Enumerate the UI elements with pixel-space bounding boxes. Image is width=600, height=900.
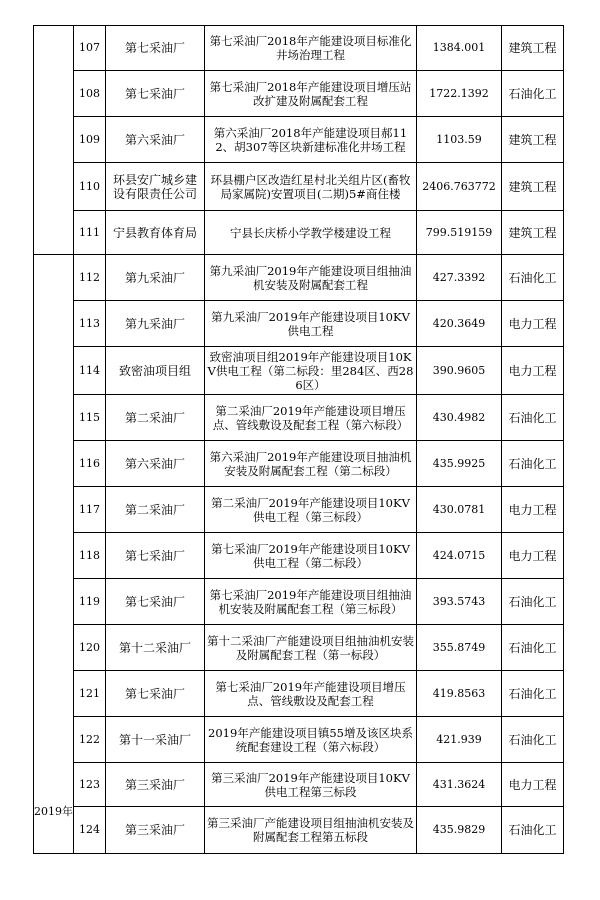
project-name: 致密油项目组2019年产能建设项目10KV供电工程（第二标段：里284区、西286区）	[205, 347, 417, 395]
category: 建筑工程	[502, 163, 564, 211]
unit-name: 第七采油厂	[106, 671, 205, 717]
amount: 431.3624	[417, 763, 502, 807]
category: 电力工程	[502, 301, 564, 347]
category: 电力工程	[502, 347, 564, 395]
row-number: 115	[74, 395, 106, 441]
project-name: 第二采油厂2019年产能建设项目10KV供电工程（第三标段）	[205, 487, 417, 533]
category: 石油化工	[502, 717, 564, 763]
unit-name: 第七采油厂	[106, 71, 205, 117]
unit-name: 第十二采油厂	[106, 625, 205, 671]
row-number: 119	[74, 579, 106, 625]
table-row	[34, 625, 564, 671]
project-name: 第六采油厂2018年产能建设项目郝112、胡307等区块新建标准化井场工程	[205, 117, 417, 163]
table-row	[34, 671, 564, 717]
category: 建筑工程	[502, 26, 564, 71]
row-number: 118	[74, 533, 106, 579]
amount: 435.9829	[417, 807, 502, 854]
category: 建筑工程	[502, 117, 564, 163]
amount: 390.9605	[417, 347, 502, 395]
row-number: 110	[74, 163, 106, 211]
amount: 2406.763772	[417, 163, 502, 211]
project-name: 第九采油厂2019年产能建设项目组抽油机安装及附属配套工程	[205, 255, 417, 301]
table-row	[34, 71, 564, 117]
category: 石油化工	[502, 255, 564, 301]
unit-name: 第七采油厂	[106, 26, 205, 71]
amount: 421.939	[417, 717, 502, 763]
amount: 430.4982	[417, 395, 502, 441]
category: 建筑工程	[502, 211, 564, 255]
project-name: 第三采油厂2019年产能建设项目10KV供电工程第三标段	[205, 763, 417, 807]
unit-name: 第六采油厂	[106, 117, 205, 163]
unit-name: 第七采油厂	[106, 533, 205, 579]
category: 电力工程	[502, 487, 564, 533]
amount: 427.3392	[417, 255, 502, 301]
project-name: 2019年产能建设项目镇55增及该区块系统配套建设工程（第六标段）	[205, 717, 417, 763]
table-row	[34, 211, 564, 255]
project-name: 第六采油厂2019年产能建设项目抽油机安装及附属配套工程（第二标段）	[205, 441, 417, 487]
amount: 1103.59	[417, 117, 502, 163]
table-row	[34, 579, 564, 625]
project-name: 宁县长庆桥小学教学楼建设工程	[205, 211, 417, 255]
project-name: 第七采油厂2019年产能建设项目组抽油机安装及附属配套工程（第三标段）	[205, 579, 417, 625]
year-cell-2018	[34, 26, 74, 255]
project-name: 第七采油厂2018年产能建设项目增压站改扩建及附属配套工程	[205, 71, 417, 117]
unit-name: 第二采油厂	[106, 395, 205, 441]
category: 石油化工	[502, 671, 564, 717]
amount: 393.5743	[417, 579, 502, 625]
amount: 355.8749	[417, 625, 502, 671]
row-number: 120	[74, 625, 106, 671]
year-cell-2019: 2019年	[34, 255, 74, 854]
project-name: 第七采油厂2018年产能建设项目标准化井场治理工程	[205, 26, 417, 71]
amount: 419.8563	[417, 671, 502, 717]
row-number: 117	[74, 487, 106, 533]
row-number: 112	[74, 255, 106, 301]
table-row	[34, 395, 564, 441]
unit-name: 第六采油厂	[106, 441, 205, 487]
project-table-body	[34, 26, 564, 854]
unit-name: 环县安广城乡建设有限责任公司	[106, 163, 205, 211]
project-name: 第七采油厂2019年产能建设项目10KV供电工程（第二标段）	[205, 533, 417, 579]
amount: 1384.001	[417, 26, 502, 71]
project-name: 第十二采油厂产能建设项目组抽油机安装及附属配套工程（第一标段）	[205, 625, 417, 671]
category: 石油化工	[502, 71, 564, 117]
row-number: 113	[74, 301, 106, 347]
amount: 1722.1392	[417, 71, 502, 117]
unit-name: 第九采油厂	[106, 255, 205, 301]
amount: 799.519159	[417, 211, 502, 255]
unit-name: 宁县教育体育局	[106, 211, 205, 255]
project-name: 第七采油厂2019年产能建设项目增压点、管线敷设及配套工程	[205, 671, 417, 717]
amount: 435.9925	[417, 441, 502, 487]
project-name: 第二采油厂2019年产能建设项目增压点、管线敷设及配套工程（第六标段）	[205, 395, 417, 441]
row-number: 111	[74, 211, 106, 255]
row-number: 108	[74, 71, 106, 117]
table-row	[34, 763, 564, 807]
table-row	[34, 255, 564, 301]
unit-name: 致密油项目组	[106, 347, 205, 395]
table-row	[34, 301, 564, 347]
unit-name: 第三采油厂	[106, 807, 205, 854]
amount: 420.3649	[417, 301, 502, 347]
category: 电力工程	[502, 763, 564, 807]
table-row	[34, 533, 564, 579]
project-name: 第三采油厂产能建设项目组抽油机安装及附属配套工程第五标段	[205, 807, 417, 854]
table-row	[34, 487, 564, 533]
amount: 430.0781	[417, 487, 502, 533]
unit-name: 第二采油厂	[106, 487, 205, 533]
row-number: 116	[74, 441, 106, 487]
row-number: 121	[74, 671, 106, 717]
row-number: 109	[74, 117, 106, 163]
row-number: 124	[74, 807, 106, 854]
table-row	[34, 26, 564, 71]
table-row	[34, 717, 564, 763]
table-row	[34, 441, 564, 487]
row-number: 122	[74, 717, 106, 763]
project-table	[33, 25, 564, 854]
row-number: 107	[74, 26, 106, 71]
table-row	[34, 163, 564, 211]
table-row	[34, 117, 564, 163]
unit-name: 第七采油厂	[106, 579, 205, 625]
row-number: 114	[74, 347, 106, 395]
unit-name: 第九采油厂	[106, 301, 205, 347]
unit-name: 第三采油厂	[106, 763, 205, 807]
project-name: 第九采油厂2019年产能建设项目10KV供电工程	[205, 301, 417, 347]
category: 石油化工	[502, 807, 564, 854]
table-row	[34, 347, 564, 395]
project-name: 环县棚户区改造红星村北关组片区(畜牧局家属院)安置项目(二期)5#商住楼	[205, 163, 417, 211]
amount: 424.0715	[417, 533, 502, 579]
table-row	[34, 807, 564, 854]
category: 电力工程	[502, 533, 564, 579]
row-number: 123	[74, 763, 106, 807]
unit-name: 第十一采油厂	[106, 717, 205, 763]
category: 石油化工	[502, 395, 564, 441]
category: 石油化工	[502, 441, 564, 487]
category: 石油化工	[502, 625, 564, 671]
category: 石油化工	[502, 579, 564, 625]
